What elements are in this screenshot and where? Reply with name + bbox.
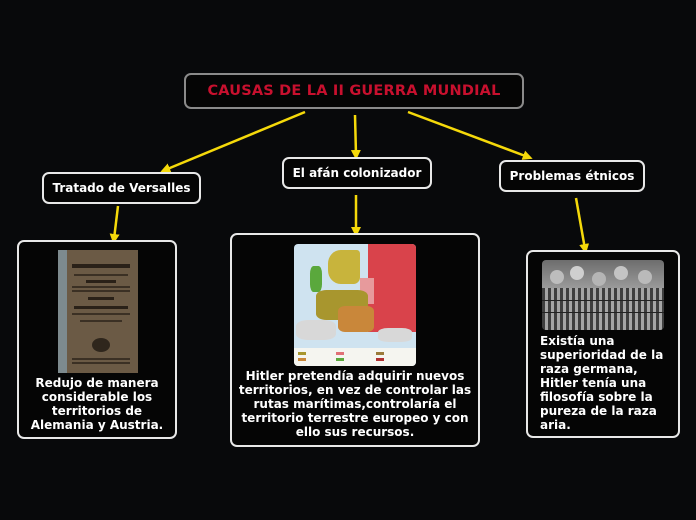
europe-map-image bbox=[294, 244, 416, 366]
card-tratado-de-versalles[interactable] bbox=[17, 240, 177, 439]
topic-tratado-de-versalles[interactable] bbox=[42, 172, 201, 204]
root-topic-node[interactable] bbox=[184, 73, 524, 109]
root-topic-title: CAUSAS DE LA II GUERRA MUNDIAL bbox=[207, 83, 501, 99]
topic-label: Tratado de Versalles bbox=[52, 181, 191, 195]
card-problemas-etnicos[interactable] bbox=[526, 250, 680, 438]
card-description: Hitler pretendía adquirir nuevos territorios, en vez de controlar las rutas marítimas,controlaría el territorio terrestre europeo y con ello sus recursos. bbox=[238, 369, 472, 439]
card-description: Existía una superioridad de la raza germana, Hitler tenía una filosofía sobre la pureza de la raza aria. bbox=[540, 334, 664, 432]
children-camp-photo bbox=[542, 260, 664, 330]
topic-label: El afán colonizador bbox=[292, 166, 422, 180]
card-afan-colonizador[interactable] bbox=[230, 233, 480, 447]
connector-versalles-to-card bbox=[114, 206, 118, 239]
treaty-book-image bbox=[58, 250, 138, 373]
connector-etnicos-to-card bbox=[576, 198, 585, 249]
topic-afan-colonizador[interactable] bbox=[282, 157, 432, 189]
topic-label: Problemas étnicos bbox=[509, 169, 635, 183]
card-description: Redujo de manera considerable los territorios de Alemania y Austria. bbox=[30, 376, 164, 432]
topic-problemas-etnicos[interactable] bbox=[499, 160, 645, 192]
connector-root-to-etnicos bbox=[408, 112, 528, 157]
connector-root-to-colonizador bbox=[355, 115, 356, 155]
